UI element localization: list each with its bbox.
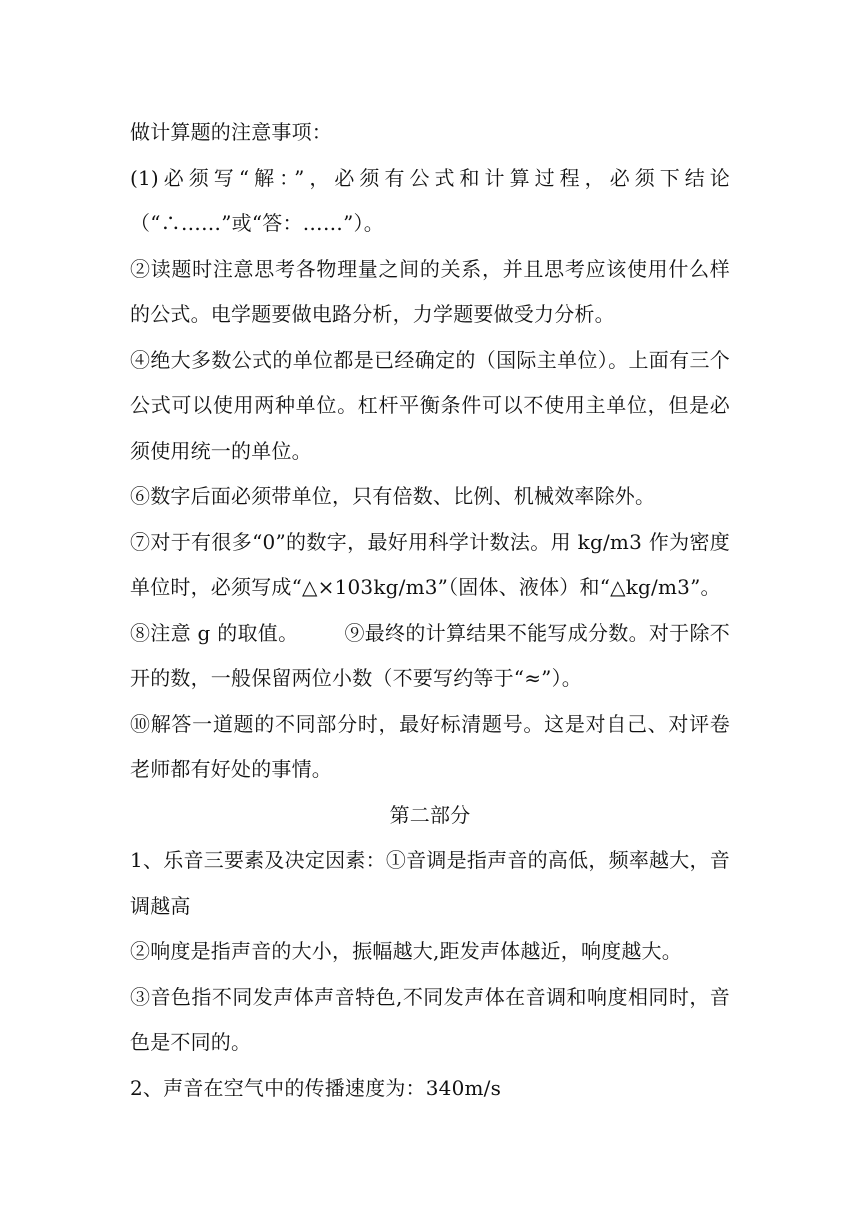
note-9-no-fractions: ⑨最终的计算结果不能写成分数。对于除不开的数，一般保留两位小数（不要写约等于“≈”）。 — [130, 620, 730, 690]
note-8-9-line — [130, 611, 730, 702]
heading-calc-notes: 做计算题的注意事项： — [130, 120, 332, 144]
note-2-read-carefully: ②读题时注意思考各物理量之间的关系，并且思考应该使用什么样的公式。电学题要做电路分析，力学题要做受力分析。 — [130, 256, 730, 326]
section-title: 第二部分 — [389, 802, 471, 827]
section-item-3: ③音色指不同发声体声音特色,不同发声体在音调和响度相同时，音色是不同的。 — [130, 984, 730, 1054]
document-body — [130, 110, 730, 1111]
section-item-1: 1、乐音三要素及决定因素：①音调是指声音的高低，频率越大，音调越高 — [130, 848, 730, 918]
note-4-units: ④绝大多数公式的单位都是已经确定的（国际主单位）。上面有三个公式可以使用两种单位。杠杆平衡条件可以不使用主单位，但是必须使用统一的单位。 — [130, 347, 730, 463]
note-1-solution-format: (1)必须写“解：”，必须有公式和计算过程，必须下结论（“∴……”或“答：……”）。 — [130, 165, 730, 235]
note-8-g-value: ⑧注意 g 的取值。 — [130, 620, 299, 645]
section-item-4: 2、声音在空气中的传播速度为：340m/s — [130, 1075, 502, 1100]
note-6-number-units: ⑥数字后面必须带单位，只有倍数、比例、机械效率除外。 — [130, 484, 656, 508]
note-10-label-parts: ⑩解答一道题的不同部分时，最好标清题号。这是对自己、对评卷老师都有好处的事情。 — [130, 711, 730, 781]
note-7-scientific-notation: ⑦对于有很多“0”的数字，最好用科学计数法。用 kg/m3 作为密度单位时，必须写成“△×103kg/m3”（固体、液体）和“△kg/m3”。 — [130, 529, 730, 599]
section-item-2: ②响度是指声音的大小，振幅越大,距发声体越近，响度越大。 — [130, 939, 682, 963]
